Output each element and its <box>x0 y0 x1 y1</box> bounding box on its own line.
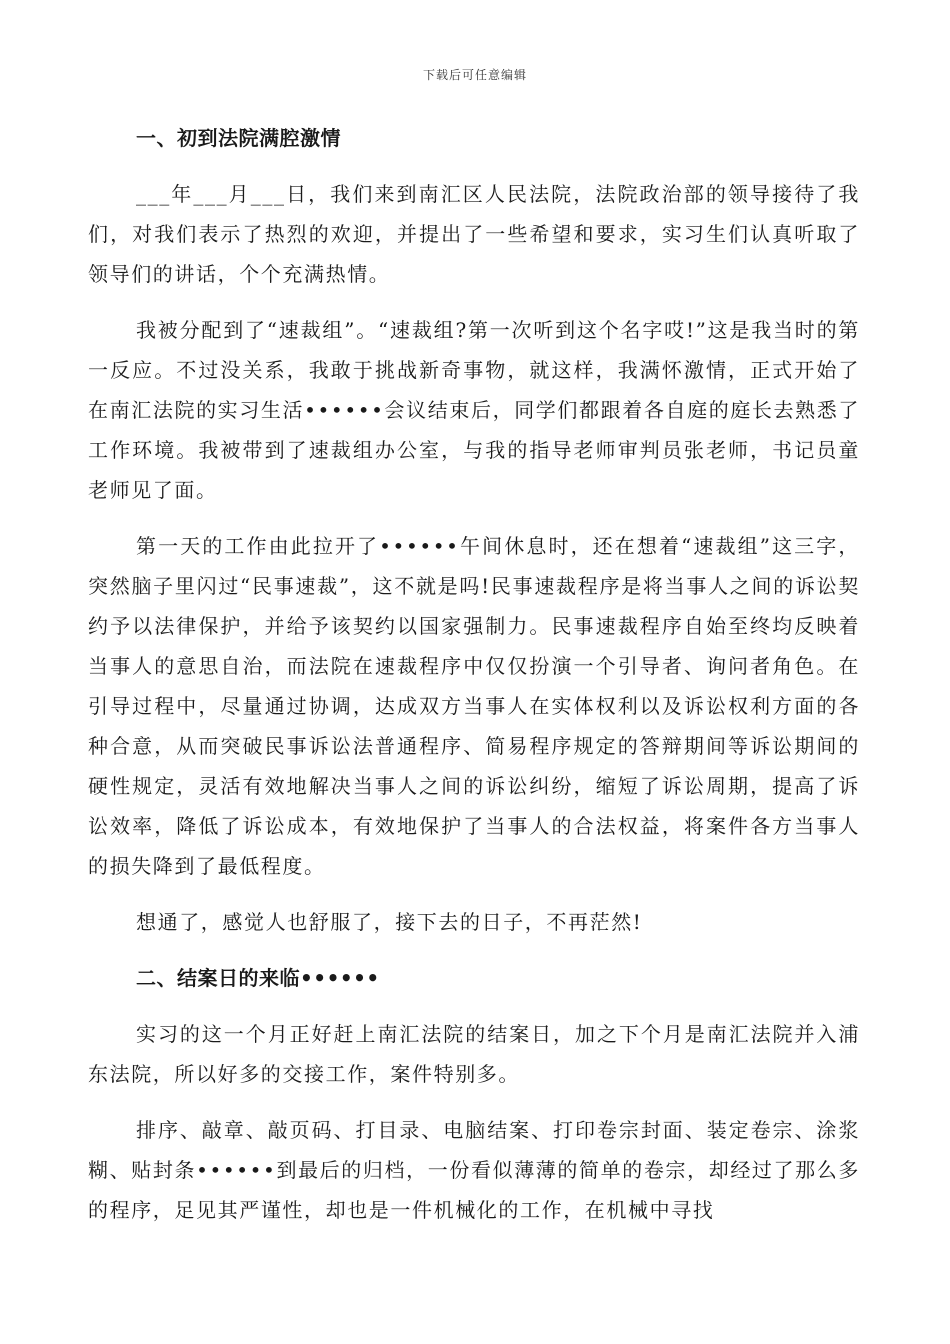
paragraph: 排序、敲章、敲页码、打目录、电脑结案、打印卷宗封面、装定卷宗、涂浆糊、贴封条••••••到最后的归档，一份看似薄薄的简单的卷宗，却经过了那么多的程序，足见其严谨性，却也是一件机械化的工作，在机械中寻找 <box>88 1118 860 1222</box>
section-heading-1: 一、初到法院满腔激情 <box>136 126 341 150</box>
paragraph: 实习的这一个月正好赶上南汇法院的结案日，加之下个月是南汇法院并入浦东法院，所以好多的交接工作，案件特别多。 <box>88 1022 860 1086</box>
paragraph: 我被分配到了“速裁组”。“速裁组?第一次听到这个名字哎!”这是我当时的第一反应。不过没关系，我敢于挑战新奇事物，就这样，我满怀激情，正式开始了在南汇法院的实习生活••••••会议结束后，同学们都跟着各自庭的庭长去熟悉了工作环境。我被带到了速裁组办公室，与我的指导老师审判员张老师，书记员童老师见了面。 <box>88 318 860 502</box>
paragraph: ___年___月___日，我们来到南汇区人民法院，法院政治部的领导接待了我们，对我们表示了热烈的欢迎，并提出了一些希望和要求，实习生们认真听取了领导们的讲话，个个充满热情。 <box>88 182 860 286</box>
section-heading-2: 二、结案日的来临•••••• <box>136 966 380 990</box>
page-header: 下载后可任意编辑 <box>422 68 527 82</box>
document-body <box>88 118 860 1246</box>
paragraph: 第一天的工作由此拉开了••••••午间休息时，还在想着“速裁组”这三字，突然脑子里闪过“民事速裁”，这不就是吗!民事速裁程序是将当事人之间的诉讼契约予以法律保护，并给予该契约以国家强制力。民事速裁程序自始至终均反映着当事人的意思自治，而法院在速裁程序中仅仅扮演一个引导者、询问者角色。在引导过程中，尽量通过协调，达成双方当事人在实体权利以及诉讼权利方面的各种合意，从而突破民事诉讼法普通程序、简易程序规定的答辩期间等诉讼期间的硬性规定，灵活有效地解决当事人之间的诉讼纠纷，缩短了诉讼周期，提高了诉讼效率，降低了诉讼成本，有效地保护了当事人的合法权益，将案件各方当事人的损失降到了最低程度。 <box>88 534 860 878</box>
paragraph: 想通了，感觉人也舒服了，接下去的日子，不再茫然! <box>136 910 643 934</box>
